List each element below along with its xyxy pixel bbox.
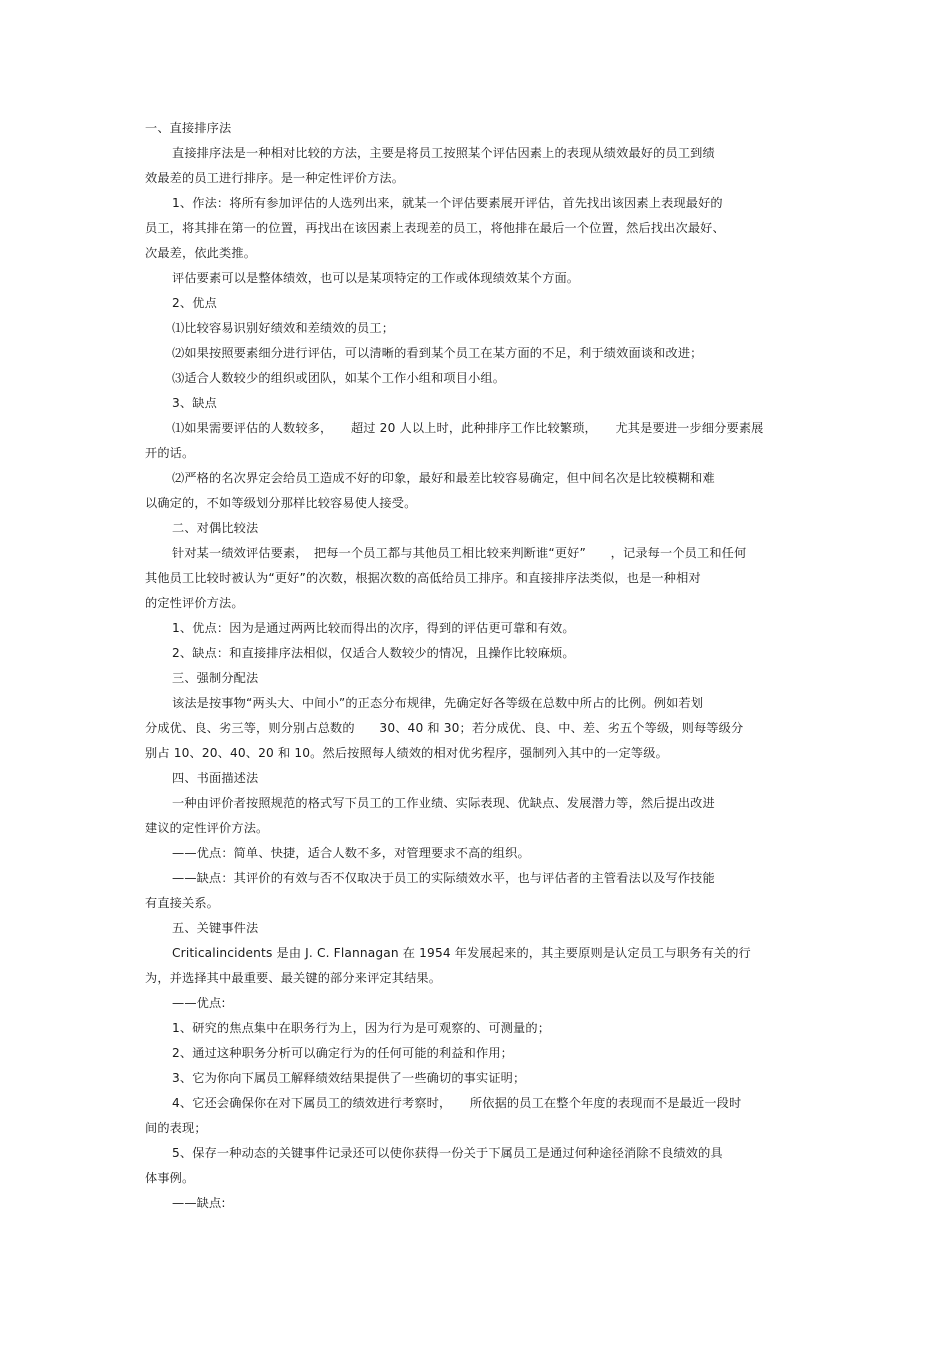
paragraph-line: 评估要素可以是整体绩效，也可以是某项特定的工作或体现绩效某个方面。 <box>172 271 580 285</box>
section-heading: 四、书面描述法 <box>172 771 259 785</box>
section-heading: 一、直接排序法 <box>145 121 232 135</box>
list-item: 5、保存一种动态的关键事件记录还可以使你获得一份关于下属员工是通过何种途径消除不良绩效的具 <box>172 1146 723 1160</box>
list-item: ⑴比较容易识别好绩效和差绩效的员工； <box>172 321 395 335</box>
paragraph-line: 的定性评价方法。 <box>145 596 244 610</box>
list-item: ⑵严格的名次界定会给员工造成不好的印象，最好和最差比较容易确定，但中间名次是比较模糊和难 <box>172 471 715 485</box>
list-item: 4、它还会确保你在对下属员工的绩效进行考察时， 所依据的员工在整个年度的表现而不是最近一段时 <box>172 1096 742 1110</box>
list-item: ⑴如果需要评估的人数较多， 超过 20 人以上时，此种排序工作比较繁琐， 尤其是要进一步细分要素展 <box>172 421 764 435</box>
paragraph-line: 间的表现； <box>145 1121 207 1135</box>
section-heading: 五、关键事件法 <box>172 921 259 935</box>
paragraph-line: 该法是按事物“两头大、中间小”的正态分布规律，先确定好各等级在总数中所占的比例。例如若划 <box>172 696 704 710</box>
list-heading: ——优点: <box>172 996 226 1010</box>
paragraph-line: 分成优、良、劣三等，则分别占总数的 30、40 和 30；若分成优、良、中、差、劣五个等级，则每等级分 <box>145 721 744 735</box>
list-item: ⑵如果按照要素细分进行评估，可以清晰的看到某个员工在某方面的不足，利于绩效面谈和改进； <box>172 346 703 360</box>
list-item: 3、它为你向下属员工解释绩效结果提供了一些确切的事实证明； <box>172 1071 526 1085</box>
paragraph-line: 员工，将其排在第一的位置，再找出在该因素上表现差的员工，将他排在最后一个位置，然后找出次最好、 <box>145 221 725 235</box>
list-item: ⑶适合人数较少的组织或团队，如某个工作小组和项目小组。 <box>172 371 506 385</box>
list-item: 1、研究的焦点集中在职务行为上，因为行为是可观察的、可测量的； <box>172 1021 551 1035</box>
paragraph-line: 体事例。 <box>145 1171 195 1185</box>
paragraph-line: 一种由评价者按照规范的格式写下员工的工作业绩、实际表现、优缺点、发展潜力等，然后提出改进 <box>172 796 715 810</box>
list-heading: 2、优点 <box>172 296 217 310</box>
paragraph-line: Criticalincidents 是由 J. C. Flannagan 在 1954 年发展起来的，其主要原则是认定员工与职务有关的行 <box>172 946 751 960</box>
paragraph-line: 1、作法：将所有参加评估的人选列出来，就某一个评估要素展开评估，首先找出该因素上表现最好的 <box>172 196 723 210</box>
paragraph-line: 针对某一绩效评估要素， 把每一个员工都与其他员工相比较来判断谁“更好” ，记录每一个员工和任何 <box>172 546 747 560</box>
paragraph-line: 以确定的，不如等级划分那样比较容易使人接受。 <box>145 496 417 510</box>
paragraph-line: 有直接关系。 <box>145 896 220 910</box>
paragraph-line: 别占 10、20、40、20 和 10。然后按照每人绩效的相对优劣程序，强制列入其中的一定等级。 <box>145 746 668 760</box>
list-item: 2、通过这种职务分析可以确定行为的任何可能的利益和作用； <box>172 1046 514 1060</box>
list-item: 1、优点：因为是通过两两比较而得出的次序，得到的评估更可靠和有效。 <box>172 621 575 635</box>
list-item: ——优点：简单、快捷，适合人数不多，对管理要求不高的组织。 <box>172 846 530 860</box>
paragraph-line: 为，并选择其中最重要、最关键的部分来评定其结果。 <box>145 971 442 985</box>
paragraph-line: 建议的定性评价方法。 <box>145 821 269 835</box>
list-heading: 3、缺点 <box>172 396 217 410</box>
paragraph-line: 效最差的员工进行排序。是一种定性评价方法。 <box>145 171 405 185</box>
list-item: ——缺点：其评价的有效与否不仅取决于员工的实际绩效水平，也与评估者的主管看法以及写作技能 <box>172 871 715 885</box>
list-heading: ——缺点: <box>172 1196 226 1210</box>
paragraph-line: 开的话。 <box>145 446 195 460</box>
paragraph-line: 直接排序法是一种相对比较的方法，主要是将员工按照某个评估因素上的表现从绩效最好的员工到绩 <box>172 146 715 160</box>
section-heading: 二、对偶比较法 <box>172 521 259 535</box>
paragraph-line: 次最差，依此类推。 <box>145 246 257 260</box>
section-heading: 三、强制分配法 <box>172 671 259 685</box>
list-item: 2、缺点：和直接排序法相似，仅适合人数较少的情况，且操作比较麻烦。 <box>172 646 575 660</box>
paragraph-line: 其他员工比较时被认为“更好”的次数，根据次数的高低给员工排序。和直接排序法类似，也是一种相对 <box>145 571 701 585</box>
